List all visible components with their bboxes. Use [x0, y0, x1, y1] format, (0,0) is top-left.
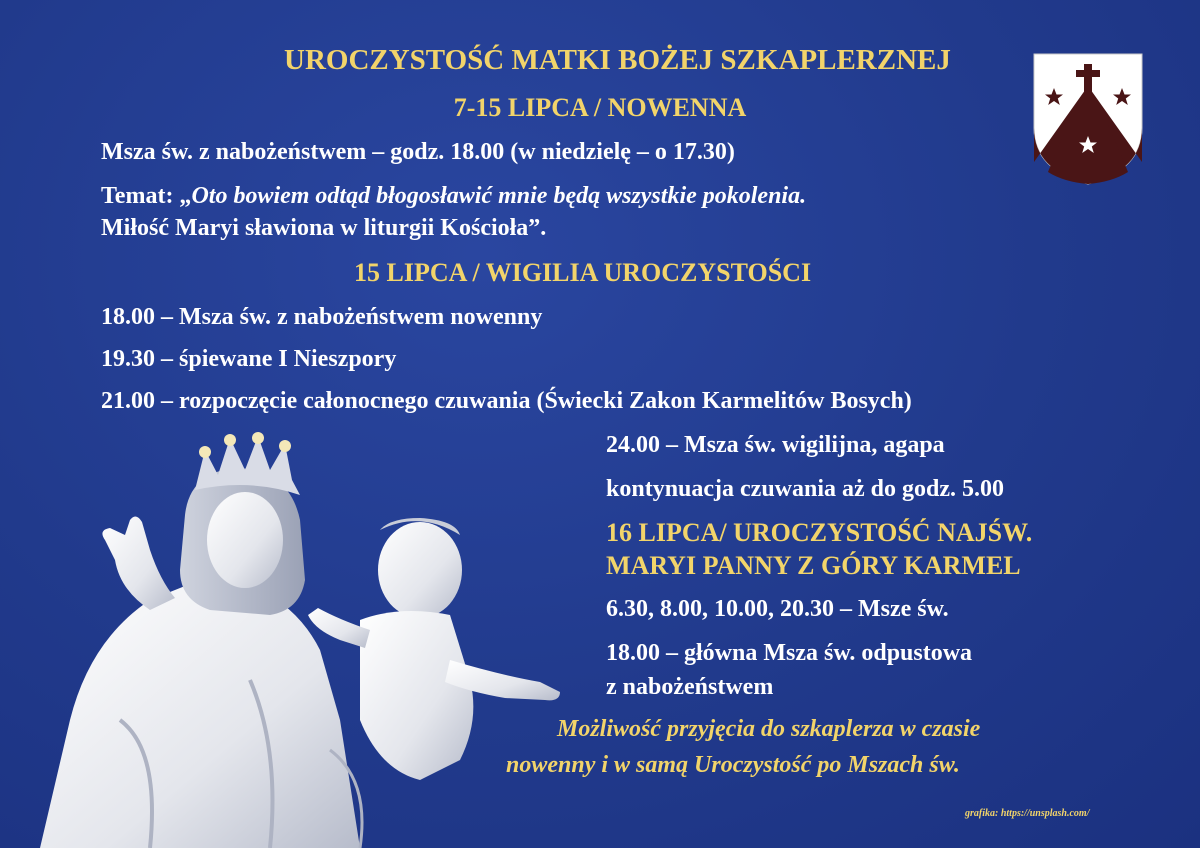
novena-heading: 7-15 LIPCA / NOWENNA	[453, 93, 747, 122]
vigil-item-5: kontynuacja czuwania aż do godz. 5.00	[606, 476, 1005, 502]
scapular-note-line1: Możliwość przyjęcia do szkaplerza w czasie	[557, 716, 981, 742]
vigil-item-4: 24.00 – Msza św. wigilijna, agapa	[606, 432, 945, 458]
solemnity-main-line1: 18.00 – główna Msza św. odpustowa	[606, 640, 973, 666]
solemnity-heading-line2: MARYI PANNY Z GÓRY KARMEL	[606, 551, 1021, 580]
image-credit: grafika: https://unsplash.com/	[965, 808, 1090, 819]
scapular-note-line2: nowenny i w samą Uroczystość po Mszach św.	[506, 752, 960, 778]
page-title: UROCZYSTOŚĆ MATKI BOŻEJ SZKAPLERZNEJ	[284, 44, 951, 76]
madonna-and-child-statue-icon	[0, 420, 580, 848]
vigil-item-1: 18.00 – Msza św. z nabożeństwem nowenny	[101, 304, 543, 330]
novena-theme-line1	[101, 183, 806, 210]
theme-quote: Oto bowiem odtąd błogosławić mnie będą wszystkie pokolenia.	[191, 183, 807, 209]
vigil-item-2: 19.30 – śpiewane I Nieszpory	[101, 346, 397, 372]
novena-theme-line2: Miłość Maryi sławiona w liturgii Kościoła”.	[101, 215, 547, 241]
solemnity-heading-line1: 16 LIPCA/ UROCZYSTOŚĆ NAJŚW.	[606, 518, 1033, 547]
solemnity-main-line2: z nabożeństwem	[606, 674, 774, 700]
theme-prefix: Temat: „	[101, 183, 192, 209]
solemnity-masses: 6.30, 8.00, 10.00, 20.30 – Msze św.	[606, 596, 949, 622]
vigil-item-3: 21.00 – rozpoczęcie całonocnego czuwania (Świecki Zakon Karmelitów Bosych)	[101, 388, 912, 414]
novena-mass-line: Msza św. z nabożeństwem – godz. 18.00 (w niedzielę – o 17.30)	[101, 139, 735, 165]
vigil-heading: 15 LIPCA / WIGILIA UROCZYSTOŚCI	[354, 258, 812, 287]
